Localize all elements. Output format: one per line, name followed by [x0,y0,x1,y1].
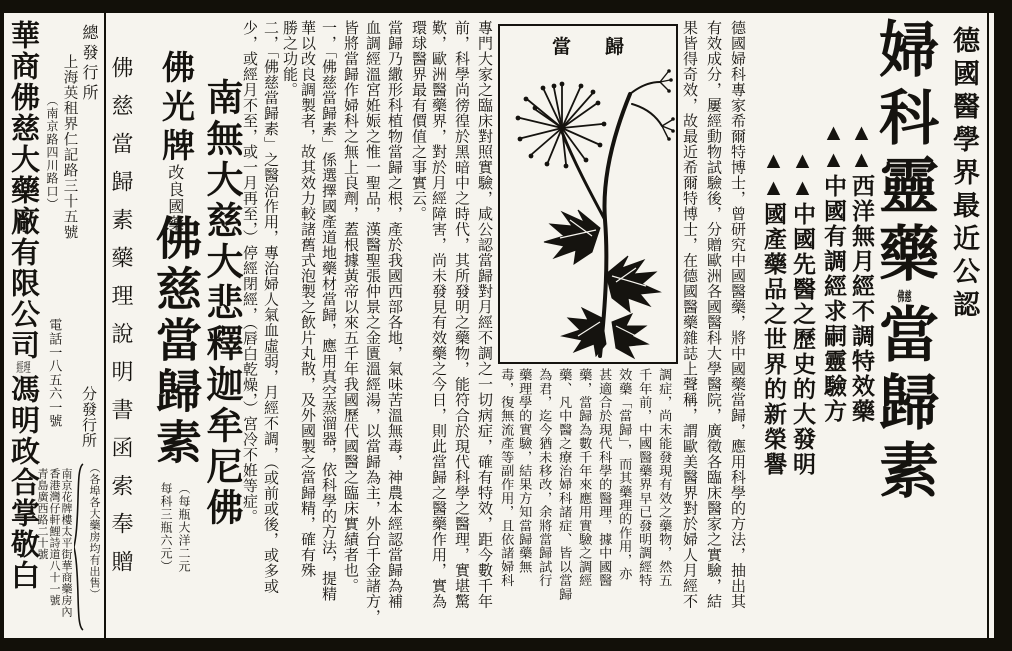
branch-address-2: 香港灣仔軒鯉詩道八十一號 [48,468,60,606]
devotion-line: 南無大慈大悲釋迦牟尼佛 [200,78,241,529]
frame-inner-rule-right [987,13,989,638]
testimonial-column: 前，科學尚徬徨於黑暗中之時代，其所發明之藥物，能符合於現代科學之醫理，實堪驚 [453,20,469,609]
plant-caption: 當歸 [551,37,658,58]
company-name: 華商佛慈大藥廠有限公司 [7,20,39,361]
pharmacology-column: 血調經溫宮姙娠之惟一聖品，漢醫聖張仲景之金匱溫經湯，以當歸為主，外台千金諸方， [364,20,380,625]
product-point-column: 勝之功能。 [281,20,297,98]
trademark-name: 佛光牌 [157,50,193,167]
branch-brace [74,462,84,632]
frame-border-left [0,0,4,651]
product-name-display: 佛慈當歸素 [150,214,201,469]
testimonial-column: 為君，迄今猶未移改，余將當歸試行 [537,368,553,588]
branch-address-1: 南京花牌樓太平街華商藥房內 [60,468,72,618]
general-office-label: 總發行所 [80,24,97,104]
brand-mark-small: 佛慈 [897,290,912,303]
slogan-column-3: ▲▲中國先醫之歷史的大發明 [790,148,815,477]
section-divider [104,13,106,638]
testimonial-column: 德國婦科專家希爾特博士，曾研究中國醫藥，將中國藥當歸，應用科學的方法，抽出其 [729,20,745,609]
testimonial-column: 有效成分，屢經動物試驗後，分贈歐洲各國醫科大學醫院，廣徵各臨床醫家之實驗，結 [705,20,721,609]
booklet-offer-line: 佛慈當歸素藥理說明書函索奉贈 [109,56,134,588]
testimonial-column: 環球醫界最有價值之事實云。 [410,20,426,222]
phone-number: 電話一八五六一號 [47,318,63,428]
product-point-column: 少，或經月不至，或一月再至，）停經閉經，（唇白乾燥，）宮冷不姙等症。 [241,20,257,525]
frame-border-bottom [0,638,1012,651]
testimonial-column: 藥、凡中醫之療治婦科諸症、皆以當歸 [557,368,573,601]
danggui-plant-drawing [500,60,676,360]
branch-office-label: 分發行所 [80,386,96,448]
product-point-column: 二，「佛慈當歸素」之醫治作用，專治婦人氣血虛弱，月經不調，（或前或後，或多或 [262,20,278,594]
testimonial-column: 歎，歐洲醫藥界，對於月經障害，尚未發見有效藥之今日，則此當歸之醫藥作用，實為 [430,20,446,609]
testimonial-column: 果皆得奇效，故最近希爾特博士，在德國醫藥雜誌上聲稱，謂歐美醫界對於婦人月經不 [681,20,697,609]
testimonial-column: 毒，復無流產等副作用，且依諸婦科 [499,368,515,588]
pharmacology-column: 皆將當歸作婦科之無上良劑，蓋根據黃帝以來五千年我國歷代國醫之臨床實績者也。 [342,20,358,594]
testimonial-column: 藥理學的實驗，結果方知當歸藥無 [517,368,533,574]
branch-address-3: 青島廣西路二十號 [36,468,48,560]
testimonial-column: 專門大家之臨床對照實驗，咸公認當歸對月經不調之一切病症，確有特效，距今數千年 [476,20,492,609]
manager-signoff: 馮明政合掌敬白 [7,374,39,591]
pharmacology-column: 當歸乃繖形科植物當歸之根，產於我國西部各地，氣味苦溫無毒，神農本經認當歸為補 [386,20,402,609]
general-office-note: （南京路四川路口） [45,94,59,211]
slogan-column-2: ▲▲中國有調經求嗣靈驗方 [821,120,846,424]
category-label: 改良國藥 [165,164,183,232]
testimonial-column: 效藥「當歸」，而其藥理的作用，亦 [617,368,633,581]
price-per-set: 每科三瓶六元） [159,482,173,573]
main-title: 婦科靈藥 [871,18,937,290]
general-office-address: 上海英租界仁記路三十五號 [61,54,78,240]
frame-border-top [0,0,1012,13]
frame-border-right [994,0,1012,651]
testimonial-column: 調症，尚未能發現有效之藥物，然五 [657,368,673,588]
product-title: 當歸素 [871,303,937,507]
slogan-column-1: ▲▲西洋無月經不調特效藥 [849,120,874,424]
testimonial-column: 藥，當歸為數千年來應用實驗之調經 [577,368,593,588]
product-point-column: 華以改良調製者，故其效力較諸舊式泡製之飲片丸散，及外國製之當歸精，確有殊 [299,20,315,578]
manager-title: 經理 [16,361,31,374]
main-title-column [871,18,937,507]
plant-illustration-box [498,24,678,364]
certification-line: 德國醫學界最近公認 [949,26,979,323]
product-point-column: 一，「佛慈當歸素」係選擇國產道地藥材當歸，應用真空蒸溜器，依科學的方法，提精 [320,20,336,602]
testimonial-column: 甚適合於現代科學的醫理，據中國醫 [597,368,613,588]
company-name-column [8,20,37,591]
availability-note: （各埠各大藥房均有出售） [88,462,100,600]
price-per-bottle: （每瓶大洋二元 [177,482,191,573]
testimonial-column: 千年前，中國醫藥界早已發明調經特 [637,368,653,588]
slogan-column-4: ▲▲國產藥品之世界的新榮譽 [761,148,786,477]
